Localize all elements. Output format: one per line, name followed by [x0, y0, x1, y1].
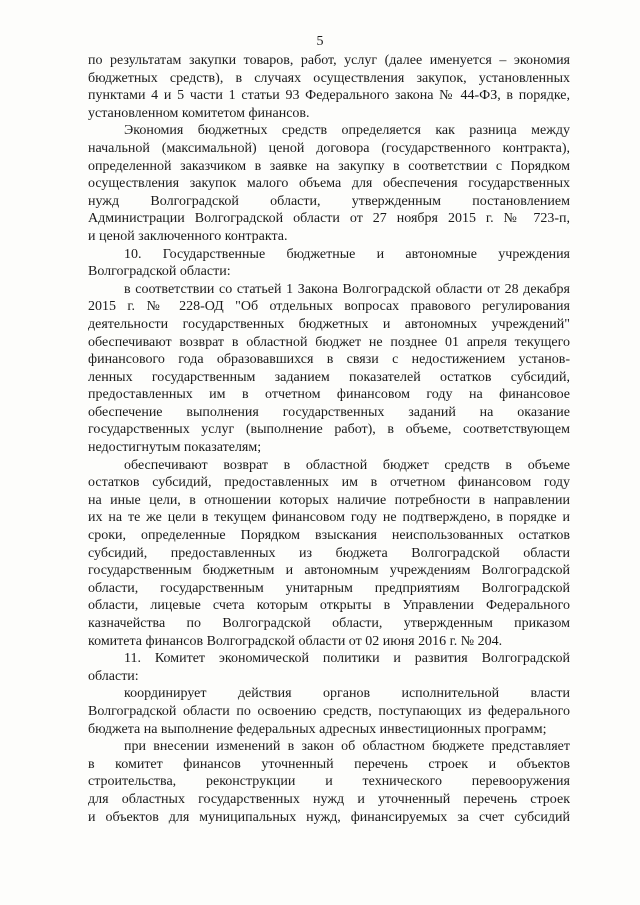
text-line: остатков субсидий, предоставленных им в отчетном финансовом году: [88, 475, 570, 491]
text-line: 10. Государственные бюджетные и автономные учреждения: [124, 246, 570, 262]
text-line: области, лицевые счета которым открыты в Управлении Федерального: [88, 598, 570, 614]
text-line: начальной (максимальной) ценой договора (государственного контракта),: [88, 140, 570, 156]
document-text: [88, 52, 570, 826]
text-line: Экономия бюджетных средств определяется как разница между: [124, 123, 570, 139]
text-line: Волгоградской области по освоению средств, поступающих из федерального: [88, 703, 570, 719]
text-line: предоставленных им в отчетном финансовом году на финансовое: [88, 387, 570, 403]
text-line: установленном комитетом финансов.: [88, 105, 310, 121]
text-line: государственных услуг (выполнение работ), в объеме, соответствующем: [88, 422, 570, 438]
text-line: бюджетных средств), в случаях осуществления закупок, установленных: [88, 70, 570, 86]
text-line: определенной заказчиком в заявке на закупку в соответствии с Порядком: [88, 158, 570, 174]
text-line: по результатам закупки товаров, работ, услуг (далее именуется – экономия: [88, 53, 570, 68]
text-line: государственным бюджетным и автономным учреждениям Волгоградской: [88, 563, 570, 579]
text-line: координирует действия органов исполнительной власти: [124, 686, 570, 702]
text-line: недостигнутым показателям;: [88, 440, 262, 456]
text-line: Администрации Волгоградской области от 27 ноября 2015 г. № 723-п,: [88, 211, 570, 227]
text-line: субсидий, предоставленных из бюджета Волгоградской области: [88, 545, 570, 561]
text-line: и объектов для муниципальных нужд, финансируемых за счет субсидий: [88, 809, 570, 825]
text-line: при внесении изменений в закон об областном бюджете представляет: [124, 739, 570, 755]
text-line: их на те же цели в текущем финансовом году не подтверждено, в порядке и: [88, 510, 570, 526]
text-line: строительства, реконструкции и технического перевооружения: [88, 774, 570, 790]
text-line: нужд Волгоградской области, утвержденным постановлением: [88, 193, 570, 209]
text-line: обеспечивают возврат в областной бюджет средств в объеме: [124, 457, 570, 473]
text-line: обеспечение выполнения государственных заданий на оказание: [88, 404, 570, 420]
text-line: и ценой заключенного контракта.: [88, 228, 288, 244]
text-line: ленных государственным заданием показателей остатков субсидий,: [88, 369, 570, 385]
text-line: на иные цели, в отношении которых наличие потребности в направлении: [88, 492, 570, 508]
page-number: 5: [316, 34, 324, 49]
text-line: Волгоградской области:: [88, 264, 231, 280]
text-line: осуществления закупок малого объема для обеспечения государственных: [88, 176, 570, 192]
text-line: бюджета на выполнение федеральных адресных инвестиционных программ;: [88, 721, 547, 737]
text-line: 11. Комитет экономической политики и развития Волгоградской: [124, 651, 570, 667]
text-line: пунктами 4 и 5 части 1 статьи 93 Федерального закона № 44-ФЗ, в порядке,: [88, 88, 570, 104]
text-line: финансового года образовавшихся в связи с недостижением установ-: [88, 352, 570, 368]
text-line: в соответствии со статьей 1 Закона Волгоградской области от 28 декабря: [124, 281, 570, 297]
text-line: для областных государственных нужд и уточненный перечень строек: [88, 791, 570, 807]
text-line: области:: [88, 668, 139, 684]
text-line: в комитет финансов уточненный перечень строек и объектов: [88, 756, 570, 772]
text-line: деятельности государственных бюджетных и автономных учреждений": [88, 316, 570, 332]
text-line: 2015 г. № 228-ОД "Об отдельных вопросах правового регулирования: [88, 299, 570, 315]
text-line: обеспечивают возврат в областной бюджет не позднее 01 апреля текущего: [88, 334, 570, 350]
text-line: сроки, определенные Порядком взыскания неиспользованных остатков: [88, 528, 570, 544]
text-line: казначейства по Волгоградской области, утвержденным приказом: [88, 616, 570, 631]
text-line: комитета финансов Волгоградской области от 02 июня 2016 г. № 204.: [88, 633, 503, 649]
text-line: области, государственным унитарным предприятиям Волгоградской: [88, 580, 570, 596]
